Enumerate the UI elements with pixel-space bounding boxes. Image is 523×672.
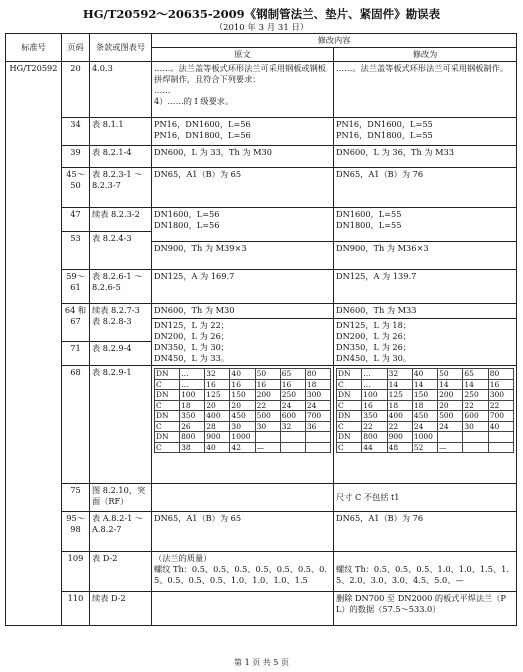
- header-original: 原文: [152, 48, 334, 62]
- dn-table-cell: 600: [280, 411, 305, 422]
- dn-table-cell: [305, 432, 330, 443]
- dn-table-cell: 36: [305, 421, 330, 432]
- dn-table-row: [337, 390, 514, 401]
- dn-table-cell: 300: [305, 390, 330, 401]
- page-cell: 47: [62, 208, 90, 232]
- dn-table-cell: 800: [180, 432, 205, 443]
- revised-text: DN200，L 为 26；: [336, 331, 411, 341]
- dn-table-cell: DN: [337, 411, 362, 422]
- original-cell: [152, 118, 334, 146]
- dn-table-cell: 30: [255, 421, 280, 432]
- revised-cell: 螺纹 Th：0.5、0.5、0.5、1.0、1.0、1.5、1.5、2.0、3.0、3.0、4.5、5.0、—: [334, 552, 517, 592]
- dn-table-cell: 18: [305, 379, 330, 390]
- errata-table: [5, 33, 517, 626]
- original-cell: [152, 62, 334, 118]
- dn-table-cell: 1000: [412, 432, 437, 443]
- dn-table-cell: 450: [230, 411, 255, 422]
- dn-table-row: [337, 379, 514, 390]
- dn-table-cell: 44: [362, 442, 387, 453]
- original-cell: DN65，A1（B）为 65: [152, 168, 334, 208]
- dn-table-cell: DN: [337, 369, 362, 380]
- table-row: [6, 552, 517, 592]
- revised-text: PN16，DN1800，L=55: [336, 130, 433, 140]
- dn-table-cell: 40: [412, 369, 437, 380]
- clause-cell: 表 8.2.6-1 ～ 8.2.6-5: [90, 270, 152, 304]
- dn-table-cell: 38: [180, 442, 205, 453]
- dn-table-cell: 24: [305, 400, 330, 411]
- header-row: [6, 34, 517, 48]
- dn-table-cell: 400: [387, 411, 412, 422]
- page-cell: 75: [62, 484, 90, 512]
- dn-table-row: [337, 400, 514, 411]
- original-cell: [152, 484, 334, 512]
- revised-text: DN1800，L=55: [336, 220, 402, 230]
- dn-table-row: [337, 369, 514, 380]
- dn-table-cell: [463, 442, 488, 453]
- dn-table-cell: [305, 442, 330, 453]
- dn-table-cell: 48: [387, 442, 412, 453]
- dn-table-cell: 80: [305, 369, 330, 380]
- dn-table-cell: C: [155, 400, 180, 411]
- dn-table-cell: DN: [337, 390, 362, 401]
- dn-table-cell: 350: [362, 411, 387, 422]
- dn-table-cell: 22: [463, 400, 488, 411]
- dn-table-cell: C: [337, 400, 362, 411]
- revised-cell: [334, 208, 517, 270]
- header-content: 修改内容: [152, 34, 517, 48]
- original-text: 4）……的 I 级要求。: [154, 96, 234, 106]
- dn-table-cell: C: [337, 421, 362, 432]
- revised-text: DN900，Th 为 M36×3: [334, 241, 516, 254]
- document-date: （2010 年 3 月 31 日）: [214, 23, 309, 33]
- revised-cell: 尺寸 C 不包括 t1: [334, 484, 517, 512]
- original-text: DN900，Th 为 M39×3: [152, 241, 333, 254]
- dn-table-cell: 500: [255, 411, 280, 422]
- dn-table-row: [155, 421, 331, 432]
- dn-table-cell: C: [337, 442, 362, 453]
- dn-table-cell: 16: [230, 379, 255, 390]
- dn-table-cell: 40: [205, 442, 230, 453]
- dn-table-cell: —: [255, 442, 280, 453]
- original-text: DN125，L 为 22；: [154, 320, 229, 330]
- dn-table-cell: 250: [463, 390, 488, 401]
- dn-table-cell: 65: [463, 369, 488, 380]
- original-text: 螺纹 Th：0.5、0.5、0.5、0.5、0.5、0.5、0.5、0.5、0.5、0.5、1.0、1.0、1.0、1.5: [154, 564, 327, 585]
- revised-text: PN16，DN1600，L=55: [336, 119, 433, 129]
- revised-cell: DN125，A 为 139.7: [334, 270, 517, 304]
- dn-table-cell: [488, 442, 513, 453]
- dn-table-cell: 24: [280, 400, 305, 411]
- dn-table-row: [155, 369, 331, 380]
- dn-table-cell: DN: [155, 432, 180, 443]
- original-text: ……: [154, 85, 171, 95]
- dn-table-cell: 14: [438, 379, 463, 390]
- dn-table-row: [155, 379, 331, 390]
- dn-table-cell: 400: [205, 411, 230, 422]
- table-row: [6, 484, 517, 512]
- original-text: （法兰的质量）: [154, 553, 212, 563]
- dn-table-cell: DN: [337, 432, 362, 443]
- original-text: DN1800，L=56: [154, 220, 220, 230]
- dn-table-cell: 350: [180, 411, 205, 422]
- original-text: DN200，L 为 26；: [154, 331, 229, 341]
- dn-table-cell: 52: [412, 442, 437, 453]
- clause-cell: 续表 8.2.3-2: [90, 208, 152, 232]
- header-page: 页码: [62, 34, 90, 62]
- dn-table-cell: 18: [180, 400, 205, 411]
- dn-c-table-original: [154, 368, 331, 453]
- dn-c-table-revised: [336, 368, 514, 453]
- dn-table-cell: C: [337, 379, 362, 390]
- clause-cell: 4.0.3: [90, 62, 152, 118]
- clause-cell: 表 8.1.1: [90, 118, 152, 146]
- original-text: PN16，DN1800，L=56: [154, 130, 251, 140]
- original-cell: [152, 552, 334, 592]
- dn-table-row: [337, 411, 514, 422]
- original-cell: [152, 366, 334, 484]
- dn-table-cell: 22: [488, 400, 513, 411]
- dn-table-cell: 18: [412, 400, 437, 411]
- dn-table-cell: 150: [230, 390, 255, 401]
- dn-table-cell: 80: [488, 369, 513, 380]
- table-row: [6, 270, 517, 304]
- dn-table-cell: 150: [412, 390, 437, 401]
- dn-table-cell: 600: [463, 411, 488, 422]
- dn-table-cell: 20: [205, 400, 230, 411]
- page-cell: 20: [62, 62, 90, 118]
- dn-table-cell: [280, 442, 305, 453]
- dn-table-cell: 900: [387, 432, 412, 443]
- dn-table-cell: 250: [280, 390, 305, 401]
- dn-table-cell: 22: [387, 421, 412, 432]
- original-cell: [152, 592, 334, 626]
- page-cell: 71: [62, 342, 90, 366]
- revised-subblock: [334, 318, 516, 364]
- page-cell: 64 和 67: [62, 304, 90, 342]
- dn-table-cell: 700: [488, 411, 513, 422]
- header-revised: 修改为: [334, 48, 517, 62]
- page-cell: 110: [62, 592, 90, 626]
- dn-table-cell: 30: [463, 421, 488, 432]
- dn-table-row: [337, 442, 514, 453]
- revised-cell: ……。法兰盖等板式环形法兰可采用钢板制作。: [334, 62, 517, 118]
- table-row: [6, 366, 517, 484]
- dn-table-cell: 125: [205, 390, 230, 401]
- dn-table-cell: 700: [305, 411, 330, 422]
- dn-table-cell: 42: [230, 442, 255, 453]
- page-cell: 68: [62, 366, 90, 484]
- dn-table-cell: …: [362, 369, 387, 380]
- dn-table-cell: 14: [387, 379, 412, 390]
- dn-table-cell: C: [155, 379, 180, 390]
- dn-table-cell: 16: [255, 379, 280, 390]
- original-text: DN450，L 为 33。: [154, 353, 229, 363]
- dn-table-cell: 32: [205, 369, 230, 380]
- dn-table-cell: 16: [280, 379, 305, 390]
- dn-table-row: [155, 442, 331, 453]
- page-footer: 第 1 页 共 5 页: [234, 658, 289, 667]
- dn-table-cell: 125: [387, 390, 412, 401]
- clause-cell: 表 8.2.9-1: [90, 366, 152, 484]
- dn-table-cell: 32: [280, 421, 305, 432]
- dn-table-cell: 100: [180, 390, 205, 401]
- dn-table-row: [155, 411, 331, 422]
- page-cell: 59～61: [62, 270, 90, 304]
- dn-table-cell: 50: [255, 369, 280, 380]
- page-cell: 45～50: [62, 168, 90, 208]
- dn-table-cell: —: [438, 442, 463, 453]
- dn-table-cell: 20: [438, 400, 463, 411]
- dn-table-cell: 200: [438, 390, 463, 401]
- dn-table-cell: …: [180, 379, 205, 390]
- original-cell: DN65，A1（B）为 65: [152, 512, 334, 552]
- clause-cell: 表 8.2.4-3: [90, 232, 152, 270]
- header-clause: 条款或图表号: [90, 34, 152, 62]
- dn-table-cell: …: [362, 379, 387, 390]
- dn-table-cell: 300: [488, 390, 513, 401]
- page-cell: 53: [62, 232, 90, 270]
- revised-text: DN600，Th 为 M33: [336, 305, 417, 315]
- dn-table-row: [337, 432, 514, 443]
- revised-cell: DN600，L 为 36，Th 为 M33: [334, 146, 517, 168]
- page-cell: 95～98: [62, 512, 90, 552]
- dn-table-row: [155, 432, 331, 443]
- original-text: ……。法兰盖等板式环形法兰可采用钢板或钢板拼焊制作，且符合下列要求：: [154, 63, 326, 84]
- dn-table-row: [155, 390, 331, 401]
- revised-cell: DN65，A1（B）为 76: [334, 512, 517, 552]
- revised-text: DN1600，L=55: [336, 209, 402, 219]
- dn-table-cell: 1000: [230, 432, 255, 443]
- dn-table-cell: 22: [255, 400, 280, 411]
- clause-cell: 表 8.2.9-4: [90, 342, 152, 366]
- dn-table-cell: 14: [463, 379, 488, 390]
- dn-table-cell: 16: [362, 400, 387, 411]
- revised-cell: DN65，A1（B）为 76: [334, 168, 517, 208]
- dn-table-cell: 16: [205, 379, 230, 390]
- table-row: [6, 208, 517, 232]
- table-row: [6, 304, 517, 342]
- dn-table-cell: 800: [362, 432, 387, 443]
- clause-cell: [90, 304, 152, 342]
- dn-table-cell: 14: [412, 379, 437, 390]
- revised-cell: [334, 118, 517, 146]
- clause-cell: 表 D-2: [90, 552, 152, 592]
- dn-table-cell: 22: [362, 421, 387, 432]
- header-standard: 标准号: [6, 34, 62, 62]
- page-cell: 34: [62, 118, 90, 146]
- clause-cell: 图 8.2.10，突面（RF）: [90, 484, 152, 512]
- dn-table-cell: 900: [205, 432, 230, 443]
- dn-table-cell: DN: [155, 369, 180, 380]
- dn-table-cell: 40: [230, 369, 255, 380]
- dn-table-cell: 26: [180, 421, 205, 432]
- page-cell: 109: [62, 552, 90, 592]
- clause-cell: 表 8.2.3-1 ～ 8.2.3-7: [90, 168, 152, 208]
- dn-table-cell: 24: [412, 421, 437, 432]
- dn-table-cell: [255, 432, 280, 443]
- table-row: [6, 146, 517, 168]
- dn-table-cell: 65: [280, 369, 305, 380]
- original-cell: [152, 208, 334, 270]
- dn-table-row: [337, 421, 514, 432]
- table-row: [6, 592, 517, 626]
- page-cell: 39: [62, 146, 90, 168]
- table-row: [6, 512, 517, 552]
- dn-table-cell: DN: [155, 411, 180, 422]
- dn-table-cell: 200: [255, 390, 280, 401]
- table-row: [6, 168, 517, 208]
- clause-cell: 表 A.8.2-1 ～ A.8.2-7: [90, 512, 152, 552]
- dn-table-cell: 30: [230, 421, 255, 432]
- dn-table-cell: 40: [488, 421, 513, 432]
- dn-table-cell: C: [155, 421, 180, 432]
- dn-table-row: [155, 400, 331, 411]
- dn-table-cell: 28: [205, 421, 230, 432]
- original-text: DN350，L 为 30；: [154, 342, 229, 352]
- dn-table-cell: [488, 432, 513, 443]
- dn-table-cell: 500: [438, 411, 463, 422]
- revised-cell: 删除 DN700 至 DN2000 的板式平焊法兰（PL）的数据（57.5～533.0）: [334, 592, 517, 626]
- original-subblock: [152, 318, 333, 364]
- clause-cell: 续表 D-2: [90, 592, 152, 626]
- clause-text: 表 8.2.8-3: [92, 316, 132, 326]
- original-text: PN16，DN1600，L=56: [154, 119, 251, 129]
- dn-table-cell: …: [180, 369, 205, 380]
- dn-table-cell: [280, 432, 305, 443]
- standard-number: HG/T20592: [6, 62, 62, 626]
- revised-cell: [334, 304, 517, 366]
- dn-table-cell: 32: [387, 369, 412, 380]
- dn-table-cell: 18: [387, 400, 412, 411]
- dn-table-cell: [438, 432, 463, 443]
- dn-table-cell: 16: [488, 379, 513, 390]
- table-row: [6, 118, 517, 146]
- dn-table-cell: 20: [230, 400, 255, 411]
- dn-table-cell: C: [155, 442, 180, 453]
- original-cell: [152, 304, 334, 366]
- revised-text: DN350，L 为 26；: [336, 342, 411, 352]
- clause-cell: 表 8.2.1-4: [90, 146, 152, 168]
- dn-table-cell: 24: [438, 421, 463, 432]
- dn-table-cell: [463, 432, 488, 443]
- original-text: DN1600，L=56: [154, 209, 220, 219]
- revised-text: DN450，L 为 30。: [336, 353, 411, 363]
- original-text: DN600，Th 为 M30: [154, 305, 235, 315]
- dn-table-cell: 450: [412, 411, 437, 422]
- revised-cell: [334, 366, 517, 484]
- dn-table-cell: DN: [155, 390, 180, 401]
- dn-table-cell: 100: [362, 390, 387, 401]
- dn-table-cell: 50: [438, 369, 463, 380]
- table-row: [6, 62, 517, 118]
- original-cell: DN125，A 为 169.7: [152, 270, 334, 304]
- clause-text: 续表 8.2.7-3: [92, 305, 140, 315]
- original-cell: DN600，L 为 33，Th 为 M30: [152, 146, 334, 168]
- page-title: HG/T20592～20635-2009《钢制管法兰、垫片、紧固件》勘误表: [82, 7, 441, 21]
- revised-text: DN125，L 为 18；: [336, 320, 411, 330]
